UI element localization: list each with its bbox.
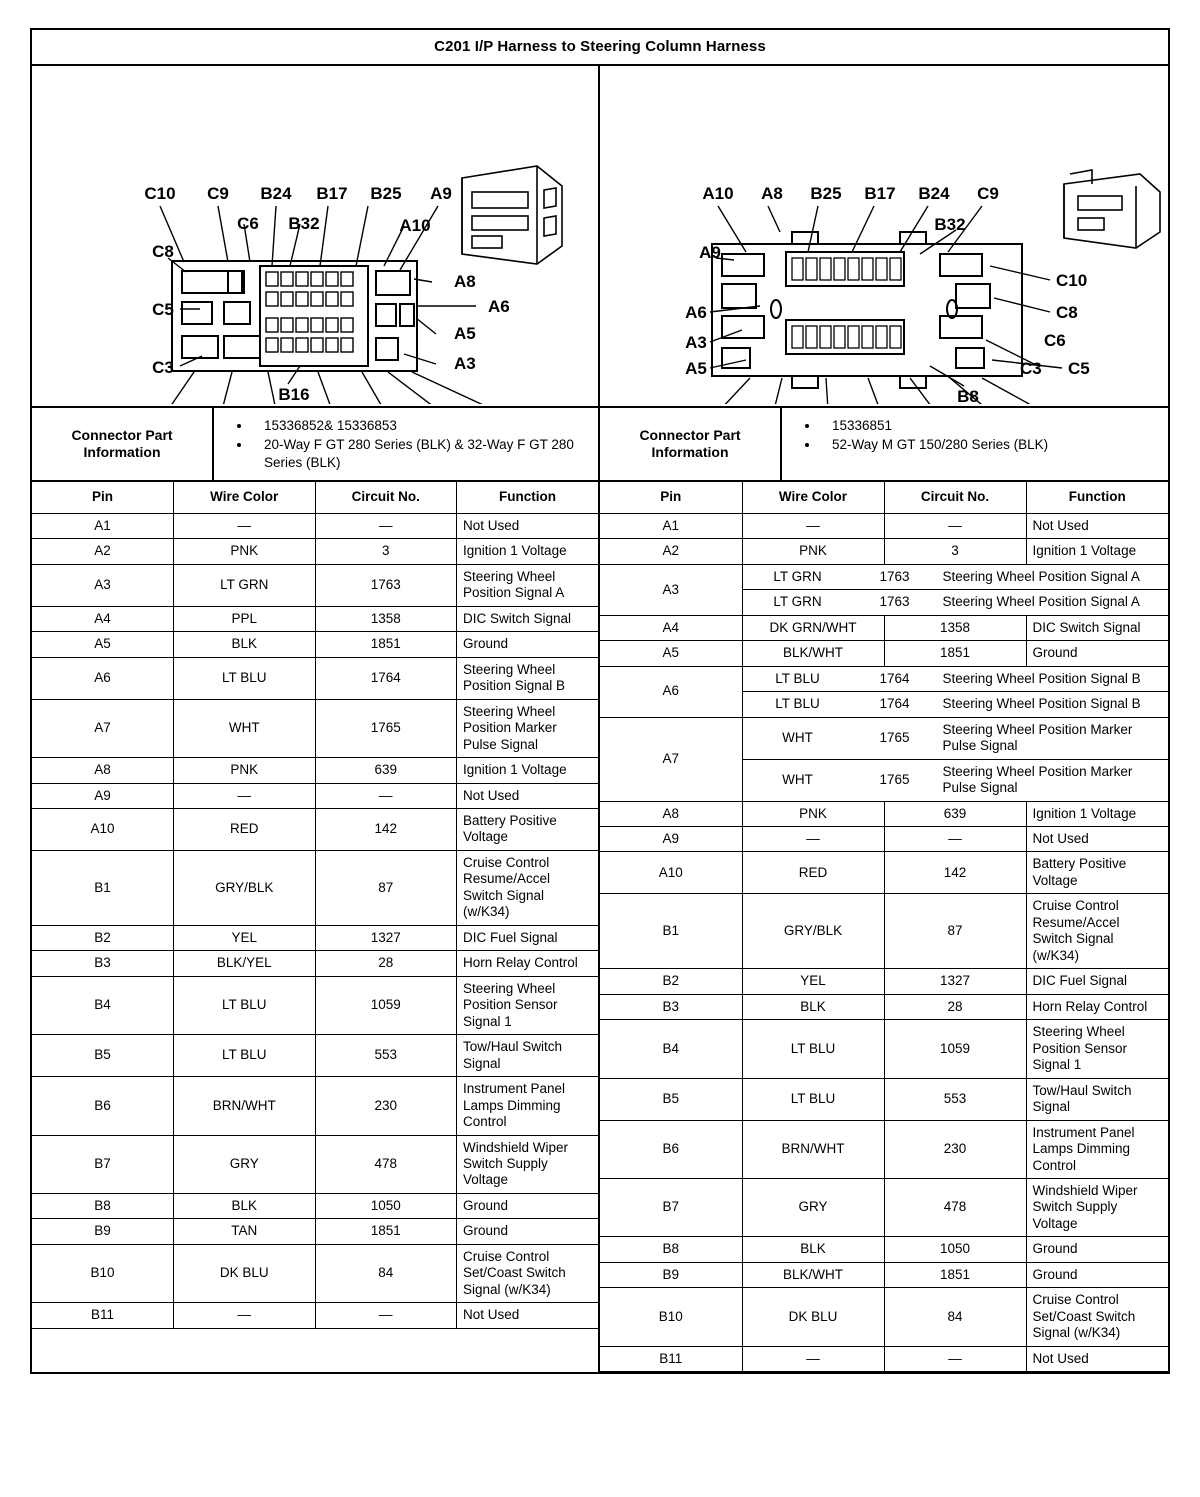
right-connector-svg [600,66,1168,404]
cell-circuit-no: 1327 [884,969,1026,994]
cell-pin: A10 [600,852,742,894]
table-row [600,852,1168,894]
label-C6: C6 [1044,331,1066,350]
label-C9: C9 [207,184,229,203]
table-row [600,1237,1168,1262]
cell-function: Cruise Control Set/Coast Switch Signal (w/K34) [1026,1288,1168,1346]
header-circuit-no: Circuit No. [315,482,457,513]
cell-wire-color: GRY [742,1178,884,1236]
cell-wire-color: GRY/BLK [174,850,316,925]
cell-circuit-no: 1764 [879,696,910,712]
left-part-information [32,408,600,480]
cell-function: DIC Fuel Signal [1026,969,1168,994]
table-row [600,1078,1168,1120]
cell-wire-color: GRY [174,1135,316,1193]
table-row [600,641,1168,666]
cell-pin: B10 [600,1288,742,1346]
table-row [600,1020,1168,1078]
table-row [600,801,1168,826]
cell-circuit-no: — [884,513,1026,538]
header-wire-color: Wire Color [174,482,316,513]
cell-function: Horn Relay Control [1026,994,1168,1019]
pin-tables [32,482,1168,1372]
cell-split-group [742,717,1168,801]
table-row [600,539,1168,564]
table-row [600,1288,1168,1346]
table-row [600,894,1168,969]
cell-wire-color: LT BLU [174,657,316,699]
table-row [32,699,598,757]
table-row [600,1120,1168,1178]
cell-circuit-no: 87 [315,850,457,925]
cell-pin: B2 [32,925,174,950]
cell-circuit-no: 142 [884,852,1026,894]
table-row [600,1346,1168,1371]
table-row [600,513,1168,538]
cell-function: Ignition 1 Voltage [1026,539,1168,564]
label-A5: A5 [685,359,707,378]
cell-wire-color: BRN/WHT [742,1120,884,1178]
table-header-row [32,482,598,513]
cell-pin: A4 [600,615,742,640]
label-A9: A9 [430,184,452,203]
cell-function: Steering Wheel Position Signal B [942,696,1141,712]
cell-wire-color: BLK/WHT [742,641,884,666]
table-subrow [743,718,1169,759]
header-wire-color: Wire Color [742,482,884,513]
cell-circuit-no: 478 [315,1135,457,1193]
header-pin: Pin [600,482,742,513]
cell-pin: A7 [600,717,742,801]
cell-pin: A4 [32,606,174,631]
cell-wire-color: — [742,513,884,538]
table-row [600,615,1168,640]
cell-function: DIC Fuel Signal [457,925,599,950]
cell-pin: A2 [32,539,174,564]
cell-function: Tow/Haul Switch Signal [457,1035,599,1077]
cell-wire-color: — [742,1346,884,1371]
cell-wire-color: — [174,783,316,808]
cell-wire-color: RED [742,852,884,894]
cell-circuit-no: 1765 [315,699,457,757]
table-row [32,976,598,1034]
cell-function: Horn Relay Control [457,951,599,976]
label-C3: C3 [152,358,174,377]
table-row [600,666,1168,717]
cell-pin: A7 [32,699,174,757]
table-row [600,1262,1168,1287]
header-pin: Pin [32,482,174,513]
cell-wire-color: DK BLU [742,1288,884,1346]
label-A9: A9 [699,243,721,262]
table-subrow [743,692,1169,717]
header-circuit-no: Circuit No. [884,482,1026,513]
table-row [32,1077,598,1135]
cell-circuit-no: 84 [315,1244,457,1302]
list-item: • 20-Way F GT 280 Series (BLK) & 32-Way F GT 280 Series (BLK) [252,436,592,472]
cell-function: Windshield Wiper Switch Supply Voltage [1026,1178,1168,1236]
cell-circuit-no: 87 [884,894,1026,969]
cell-pin: B1 [600,894,742,969]
cell-function: Steering Wheel Position Sensor Signal 1 [1026,1020,1168,1078]
cell-pin: B5 [600,1078,742,1120]
cell-circuit-no: 1059 [315,976,457,1034]
cell-split-group [742,564,1168,615]
cell-circuit-no: 1851 [884,641,1026,666]
cell-pin: A6 [600,666,742,717]
label-C10: C10 [144,184,176,203]
cell-circuit-no: 1763 [879,594,910,610]
cell-circuit-no: 84 [884,1288,1026,1346]
cell-pin: B7 [32,1135,174,1193]
cell-wire-color: LT BLU [742,1020,884,1078]
cell-circuit-no: 639 [884,801,1026,826]
label-B32: B32 [288,214,320,233]
label-B17: B17 [864,184,896,203]
cell-wire-color: BLK [174,1193,316,1218]
cell-pin: B6 [600,1120,742,1178]
cell-wire-color: WHT [743,718,853,759]
cell-wire-color: LT BLU [743,667,853,692]
cell-wire-color: LT BLU [775,696,820,712]
table-row [32,925,598,950]
cell-function: Windshield Wiper Switch Supply Voltage [457,1135,599,1193]
page-title: C201 I/P Harness to Steering Column Harness [32,30,1168,66]
cell-function: Ignition 1 Voltage [457,758,599,783]
cell-pin: B4 [32,976,174,1034]
cell-circuit-no: — [884,1346,1026,1371]
list-item: • 52-Way M GT 150/280 Series (BLK) [820,436,1162,454]
cell-function: Steering Wheel Position Sensor Signal 1 [457,976,599,1034]
cell-circuit-no: 1050 [884,1237,1026,1262]
cell-pin: B9 [32,1219,174,1244]
table-row [600,827,1168,852]
cell-function: Instrument Panel Lamps Dimming Control [457,1077,599,1135]
label-A6: A6 [685,303,707,322]
cell-function: Steering Wheel Position Signal B [457,657,599,699]
label-A10: A10 [702,184,734,203]
cell-pin: A2 [600,539,742,564]
label-B17: B17 [316,184,348,203]
left-pin-table-wrap [32,482,600,1372]
cell-pin: B8 [32,1193,174,1218]
table-row [32,606,598,631]
cell-function: Steering Wheel Position Marker Pulse Signal [457,699,599,757]
cell-circuit-no: 1765 [853,718,937,759]
cell-wire-color: DK GRN/WHT [742,615,884,640]
cell-function: Battery Positive Voltage [1026,852,1168,894]
cell-wire-color: LT BLU [174,1035,316,1077]
table-subrow [743,590,1169,615]
cell-pin: B3 [32,951,174,976]
label-A3: A3 [685,333,707,352]
table-row [32,632,598,657]
cell-pin: B2 [600,969,742,994]
table-row [32,1135,598,1193]
cell-function: Ground [1026,1262,1168,1287]
left-pin-table [32,482,598,1328]
cell-wire-color: LT BLU [174,976,316,1034]
table-row [32,1193,598,1218]
cell-circuit-no: 1851 [315,632,457,657]
cell-circuit-no: — [315,513,457,538]
cell-circuit-no: 230 [315,1077,457,1135]
cell-circuit-no: 1358 [315,606,457,631]
cell-wire-color: BRN/WHT [174,1077,316,1135]
label-B25: B25 [370,184,402,203]
cell-function: Steering Wheel Position Signal A [942,594,1140,610]
table-subrow [743,667,1169,692]
table-row [32,1303,598,1328]
cell-circuit-no: 28 [315,951,457,976]
header-function: Function [1026,482,1168,513]
cell-pin: A8 [32,758,174,783]
cell-function: Not Used [1026,513,1168,538]
label-C8: C8 [1056,303,1078,322]
right-part-information [600,408,1168,480]
cell-circuit-no: 142 [315,809,457,851]
label-B16: B16 [278,385,310,404]
label-C10: C10 [1056,271,1088,290]
cell-function: Not Used [457,1303,599,1328]
cell-function: Cruise Control Set/Coast Switch Signal (w/K34) [457,1244,599,1302]
cell-wire-color: — [742,827,884,852]
cell-function: Steering Wheel Position Signal A [937,565,1169,590]
right-part-info-list [782,408,1168,480]
table-header-row [600,482,1168,513]
cell-circuit-no: — [315,783,457,808]
cell-pin: A1 [32,513,174,538]
cell-circuit-no: — [315,1303,457,1328]
cell-pin: B1 [32,850,174,925]
right-pin-table [600,482,1168,1372]
cell-function: Ground [457,1193,599,1218]
cell-pin: A10 [32,809,174,851]
table-row [600,717,1168,801]
cell-function: Ignition 1 Voltage [457,539,599,564]
cell-pin: A5 [32,632,174,657]
right-part-info-label: Connector Part Information [600,408,782,480]
left-part-info-label: Connector Part Information [32,408,214,480]
cell-wire-color: YEL [174,925,316,950]
cell-circuit-no: 1050 [315,1193,457,1218]
cell-function: Ground [1026,1237,1168,1262]
cell-circuit-no: 230 [884,1120,1026,1178]
label-A8: A8 [454,272,476,291]
cell-function: Battery Positive Voltage [457,809,599,851]
label-C5: C5 [1068,359,1090,378]
cell-circuit-no: 1764 [315,657,457,699]
label-A10: A10 [399,216,431,235]
cell-wire-color: LT GRN [174,564,316,606]
cell-circuit-no: 639 [315,758,457,783]
cell-wire-color: YEL [742,969,884,994]
cell-wire-color: BLK [174,632,316,657]
table-row [600,1178,1168,1236]
cell-function: Steering Wheel Position Signal B [937,667,1169,692]
table-row [32,951,598,976]
cell-function: Steering Wheel Position Marker Pulse Signal [942,763,1133,796]
cell-pin: A9 [32,783,174,808]
cell-wire-color: — [174,513,316,538]
cell-wire-color: TAN [174,1219,316,1244]
label-A6: A6 [488,297,510,316]
cell-wire-color: — [174,1303,316,1328]
cell-circuit-no: — [884,827,1026,852]
table-row [32,564,598,606]
cell-pin: B6 [32,1077,174,1135]
cell-pin: A1 [600,513,742,538]
cell-function: Ground [457,1219,599,1244]
cell-function: Not Used [457,783,599,808]
cell-wire-color: DK BLU [174,1244,316,1302]
table-row [600,564,1168,615]
cell-circuit-no: 1327 [315,925,457,950]
cell-function: Ignition 1 Voltage [1026,801,1168,826]
label-A8: A8 [761,184,783,203]
cell-pin: A3 [600,564,742,615]
cell-function: Steering Wheel Position Marker Pulse Signal [937,718,1169,759]
cell-wire-color: BLK/WHT [742,1262,884,1287]
cell-wire-color: PNK [174,539,316,564]
left-table-body [32,513,598,1328]
label-A5: A5 [454,324,476,343]
table-row [32,1219,598,1244]
table-row [32,1244,598,1302]
cell-circuit-no: 1059 [884,1020,1026,1078]
label-C3: C3 [1020,359,1042,378]
cell-wire-color: PNK [742,801,884,826]
table-row [32,850,598,925]
left-part-info-list [214,408,598,480]
table-row [32,783,598,808]
cell-split-group [742,666,1168,717]
cell-circuit-no: 1851 [315,1219,457,1244]
cell-function: Not Used [1026,827,1168,852]
cell-pin: B7 [600,1178,742,1236]
cell-wire-color: PPL [174,606,316,631]
list-item: • 15336852& 15336853 [252,417,592,435]
label-B24: B24 [918,184,950,203]
cell-pin: B9 [600,1262,742,1287]
table-row [600,994,1168,1019]
cell-function: Steering Wheel Position Signal A [457,564,599,606]
table-row [32,657,598,699]
cell-function: Cruise Control Resume/Accel Switch Signal (w/K34) [457,850,599,925]
cell-function: Not Used [457,513,599,538]
cell-circuit-no: 28 [884,994,1026,1019]
cell-pin: B3 [600,994,742,1019]
label-B32: B32 [934,215,966,234]
cell-circuit-no: 1764 [853,667,937,692]
cell-wire-color: WHT [782,771,813,787]
cell-wire-color: RED [174,809,316,851]
cell-pin: A6 [32,657,174,699]
table-row [32,758,598,783]
right-connector-diagram [600,66,1168,406]
connector-diagrams [32,66,1168,408]
cell-function: Ground [457,632,599,657]
table-subrow [743,759,1169,800]
cell-pin: B11 [32,1303,174,1328]
cell-wire-color: WHT [174,699,316,757]
cell-circuit-no: 553 [884,1078,1026,1120]
connector-part-information-row [32,408,1168,482]
label-B25: B25 [810,184,842,203]
connector-sheet [30,28,1170,1374]
cell-pin: B8 [600,1237,742,1262]
label-B24: B24 [260,184,292,203]
cell-circuit-no: 1358 [884,615,1026,640]
label-C5: C5 [152,300,174,319]
table-row [32,809,598,851]
cell-function: Tow/Haul Switch Signal [1026,1078,1168,1120]
cell-circuit-no: 1763 [853,565,937,590]
cell-pin: A5 [600,641,742,666]
cell-wire-color: GRY/BLK [742,894,884,969]
label-B8: B8 [957,387,979,404]
list-item: • 15336851 [820,417,1162,435]
header-function: Function [457,482,599,513]
cell-function: Not Used [1026,1346,1168,1371]
table-row [32,1035,598,1077]
cell-pin: B5 [32,1035,174,1077]
cell-wire-color: BLK [742,994,884,1019]
cell-function: DIC Switch Signal [1026,615,1168,640]
cell-function: Ground [1026,641,1168,666]
right-pin-table-wrap [600,482,1168,1372]
cell-wire-color: LT GRN [743,565,853,590]
cell-circuit-no: 1763 [315,564,457,606]
left-connector-diagram [32,66,600,406]
label-C6: C6 [237,214,259,233]
cell-pin: A9 [600,827,742,852]
cell-pin: B10 [32,1244,174,1302]
cell-pin: B11 [600,1346,742,1371]
cell-wire-color: BLK [742,1237,884,1262]
table-row [32,513,598,538]
table-subrow [743,565,1169,590]
cell-circuit-no: 553 [315,1035,457,1077]
left-connector-svg [32,66,600,404]
table-row [600,969,1168,994]
cell-wire-color: LT GRN [773,594,822,610]
cell-circuit-no: 3 [315,539,457,564]
right-table-body [600,513,1168,1371]
cell-wire-color: BLK/YEL [174,951,316,976]
cell-pin: A3 [32,564,174,606]
table-row [32,539,598,564]
cell-function: Cruise Control Resume/Accel Switch Signal (w/K34) [1026,894,1168,969]
label-A3: A3 [454,354,476,373]
cell-wire-color: LT BLU [742,1078,884,1120]
cell-function: DIC Switch Signal [457,606,599,631]
cell-circuit-no: 478 [884,1178,1026,1236]
label-C8: C8 [152,242,174,261]
cell-pin: B4 [600,1020,742,1078]
cell-function: Instrument Panel Lamps Dimming Control [1026,1120,1168,1178]
cell-circuit-no: 1765 [879,771,910,787]
cell-wire-color: PNK [174,758,316,783]
cell-pin: A8 [600,801,742,826]
cell-circuit-no: 3 [884,539,1026,564]
cell-wire-color: PNK [742,539,884,564]
cell-circuit-no: 1851 [884,1262,1026,1287]
label-C9: C9 [977,184,999,203]
